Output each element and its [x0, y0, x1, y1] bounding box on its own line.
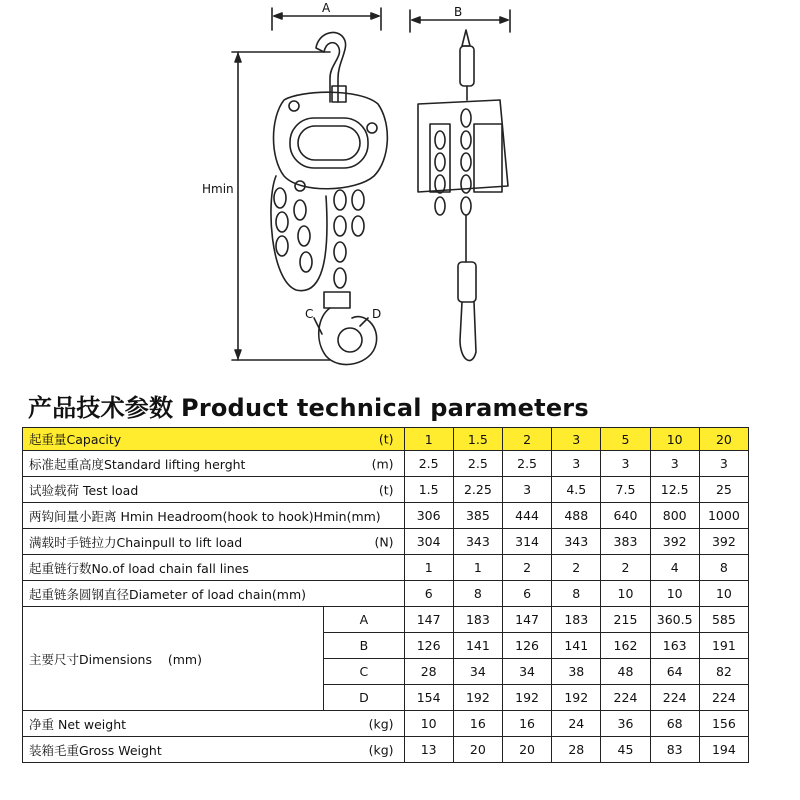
value-cell: 6 [404, 581, 453, 607]
value-cell: 16 [453, 711, 502, 737]
capacity-label [23, 428, 405, 451]
table-row [23, 555, 749, 581]
hoist-front-view [271, 32, 387, 364]
value-cell: 162 [601, 633, 650, 659]
value-cell: 20 [502, 737, 551, 763]
page-title [28, 388, 589, 423]
chain-hoist-drawing [0, 0, 800, 385]
value-cell: 10 [650, 581, 699, 607]
value-cell: 2.25 [453, 477, 502, 503]
label-a: A [322, 1, 331, 15]
value-cell: 215 [601, 607, 650, 633]
dimension-key: D [324, 685, 404, 711]
capacity-label-unit: (t) [378, 431, 394, 447]
table-row [23, 529, 749, 555]
value-cell: 10 [404, 711, 453, 737]
value-cell: 38 [552, 659, 601, 685]
row-label [23, 503, 405, 529]
value-cell: 488 [552, 503, 601, 529]
table-row [23, 451, 749, 477]
value-cell: 183 [453, 607, 502, 633]
weight-label [23, 737, 405, 763]
value-cell: 8 [552, 581, 601, 607]
value-cell: 3 [552, 428, 601, 451]
value-cell: 314 [502, 529, 551, 555]
value-cell: 3 [502, 477, 551, 503]
value-cell: 36 [601, 711, 650, 737]
row-label-text: 标准起重高度Standard lifting herght [29, 456, 246, 472]
value-cell: 1.5 [404, 477, 453, 503]
row-label [23, 529, 405, 555]
value-cell: 383 [601, 529, 650, 555]
weight-label-text: 装箱毛重Gross Weight [29, 742, 162, 758]
capacity-label-text: 起重量Capacity [29, 432, 122, 447]
value-cell: 183 [552, 607, 601, 633]
weight-row [23, 711, 749, 737]
row-label [23, 581, 405, 607]
title-zh: 产品技术参数 [28, 394, 174, 422]
value-cell: 585 [699, 607, 748, 633]
row-label-unit: (N) [374, 534, 394, 549]
value-cell: 2 [502, 428, 551, 451]
value-cell: 224 [650, 685, 699, 711]
value-cell: 156 [699, 711, 748, 737]
value-cell: 224 [601, 685, 650, 711]
value-cell: 68 [650, 711, 699, 737]
value-cell: 64 [650, 659, 699, 685]
value-cell: 800 [650, 503, 699, 529]
value-cell: 126 [502, 633, 551, 659]
dimension-row [23, 607, 749, 633]
value-cell: 83 [650, 737, 699, 763]
value-cell: 163 [650, 633, 699, 659]
value-cell: 1 [404, 555, 453, 581]
value-cell: 1000 [699, 503, 748, 529]
label-d: D [372, 307, 382, 321]
value-cell: 3 [699, 451, 748, 477]
table-row [23, 581, 749, 607]
row-label-unit: (t) [378, 482, 394, 497]
value-cell: 3 [601, 451, 650, 477]
row-label [23, 555, 405, 581]
value-cell: 20 [699, 428, 748, 451]
table-row [23, 477, 749, 503]
dimension-key: B [324, 633, 404, 659]
table-row [23, 503, 749, 529]
value-cell: 360.5 [650, 607, 699, 633]
value-cell: 10 [650, 428, 699, 451]
value-cell: 640 [601, 503, 650, 529]
row-label [23, 477, 405, 503]
spec-table [22, 427, 749, 763]
value-cell: 8 [453, 581, 502, 607]
value-cell: 28 [404, 659, 453, 685]
value-cell: 4.5 [552, 477, 601, 503]
value-cell: 48 [601, 659, 650, 685]
value-cell: 343 [453, 529, 502, 555]
value-cell: 10 [601, 581, 650, 607]
row-label-text: 两钩间量小距离 Hmin Headroom(hook to hook)Hmin(mm) [29, 508, 381, 524]
value-cell: 2.5 [453, 451, 502, 477]
dimensions-label: 主要尺寸Dimensions (mm) [23, 607, 324, 711]
value-cell: 34 [502, 659, 551, 685]
value-cell: 24 [552, 711, 601, 737]
value-cell: 12.5 [650, 477, 699, 503]
value-cell: 392 [699, 529, 748, 555]
value-cell: 10 [699, 581, 748, 607]
value-cell: 306 [404, 503, 453, 529]
weight-label-text: 净重 Net weight [29, 716, 127, 732]
value-cell: 34 [453, 659, 502, 685]
value-cell: 16 [502, 711, 551, 737]
value-cell: 192 [453, 685, 502, 711]
value-cell: 343 [552, 529, 601, 555]
title-en: Product technical parameters [181, 394, 589, 422]
weight-label [23, 711, 405, 737]
value-cell: 141 [552, 633, 601, 659]
value-cell: 3 [650, 451, 699, 477]
value-cell: 147 [404, 607, 453, 633]
value-cell: 6 [502, 581, 551, 607]
value-cell: 28 [552, 737, 601, 763]
value-cell: 8 [699, 555, 748, 581]
value-cell: 3 [552, 451, 601, 477]
value-cell: 20 [453, 737, 502, 763]
value-cell: 385 [453, 503, 502, 529]
value-cell: 444 [502, 503, 551, 529]
value-cell: 1 [404, 428, 453, 451]
value-cell: 2 [601, 555, 650, 581]
label-b: B [454, 5, 463, 19]
value-cell: 25 [699, 477, 748, 503]
value-cell: 4 [650, 555, 699, 581]
value-cell: 1.5 [453, 428, 502, 451]
value-cell: 192 [502, 685, 551, 711]
weight-label-unit: (kg) [368, 716, 394, 731]
dimension-hmin [232, 52, 330, 360]
label-hmin: Hmin [202, 182, 234, 196]
value-cell: 191 [699, 633, 748, 659]
row-label-text: 起重链行数No.of load chain fall lines [29, 560, 249, 576]
row-label [23, 451, 405, 477]
value-cell: 304 [404, 529, 453, 555]
row-label-text: 起重链条圆钢直径Diameter of load chain(mm) [29, 586, 306, 602]
value-cell: 1 [453, 555, 502, 581]
label-c: C [305, 307, 314, 321]
value-cell: 224 [699, 685, 748, 711]
row-label-text: 试验载荷 Test load [29, 482, 139, 498]
value-cell: 2 [552, 555, 601, 581]
capacity-row [23, 428, 749, 451]
row-label-unit: (m) [371, 456, 394, 471]
weight-row [23, 737, 749, 763]
value-cell: 2 [502, 555, 551, 581]
row-label-text: 满载时手链拉力Chainpull to lift load [29, 534, 243, 550]
dimension-key: A [324, 607, 404, 633]
value-cell: 392 [650, 529, 699, 555]
value-cell: 82 [699, 659, 748, 685]
value-cell: 5 [601, 428, 650, 451]
value-cell: 147 [502, 607, 551, 633]
value-cell: 7.5 [601, 477, 650, 503]
dimension-key: C [324, 659, 404, 685]
value-cell: 2.5 [502, 451, 551, 477]
value-cell: 194 [699, 737, 748, 763]
value-cell: 13 [404, 737, 453, 763]
value-cell: 45 [601, 737, 650, 763]
hoist-side-view [418, 30, 508, 361]
value-cell: 2.5 [404, 451, 453, 477]
weight-label-unit: (kg) [368, 742, 394, 757]
value-cell: 141 [453, 633, 502, 659]
value-cell: 192 [552, 685, 601, 711]
value-cell: 154 [404, 685, 453, 711]
value-cell: 126 [404, 633, 453, 659]
